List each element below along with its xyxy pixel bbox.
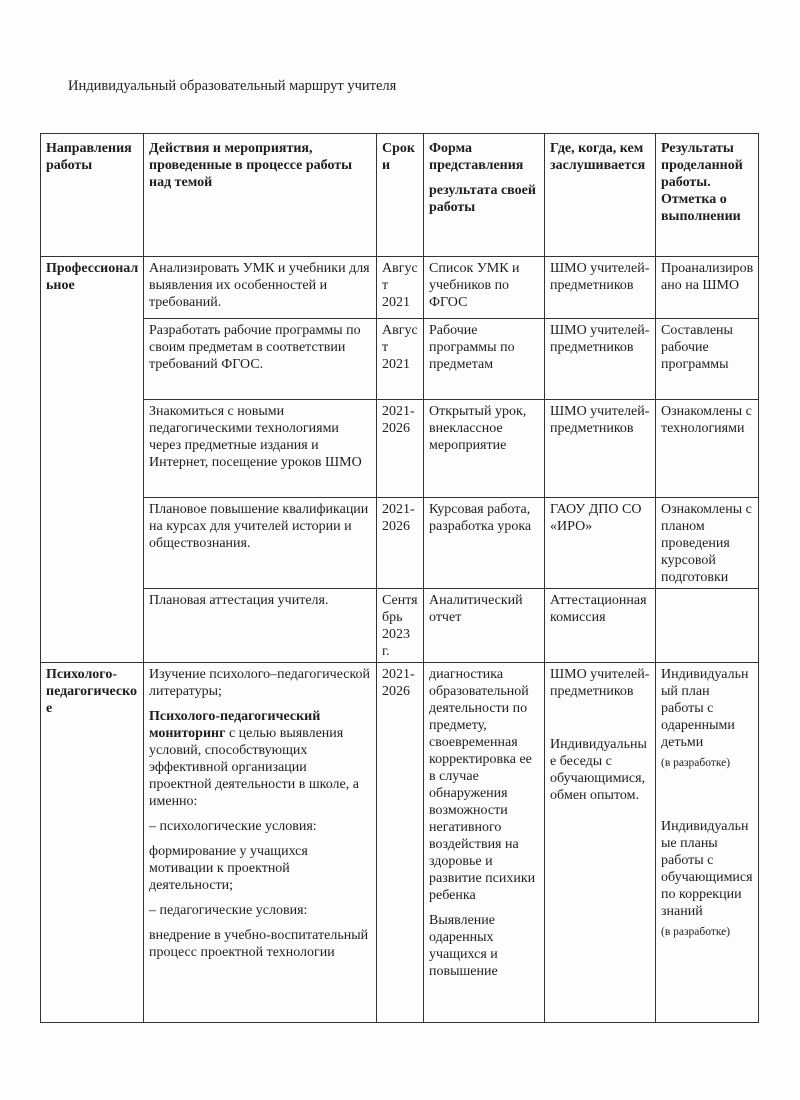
action-cell: Разработать рабочие программы по своим предметам в соответствии требований ФГОС.	[144, 319, 377, 400]
result-note: (в разработке)	[661, 926, 731, 938]
table-row	[41, 589, 759, 663]
action-cell: Знакомиться с новыми педагогическими технологиями через предметные издания и Интернет, посещение уроков ШМО	[144, 400, 377, 498]
header-form	[424, 134, 545, 257]
result-cell: Составлены рабочие программы	[656, 319, 759, 400]
action-cell: Анализировать УМК и учебники для выявления их особенностей и требований.	[144, 257, 377, 319]
header-where: Где, когда, кем заслушивается	[545, 134, 656, 257]
term-cell: 2021-2026	[377, 400, 424, 498]
action-paragraph: – психологические условия:	[149, 819, 317, 834]
result-cell	[656, 589, 759, 663]
action-paragraph: – педагогические условия:	[149, 903, 308, 918]
header-term: Сроки	[377, 134, 424, 257]
table-row	[41, 498, 759, 589]
action-paragraph: внедрение в учебно-воспитательный процесс проектной технологии	[149, 928, 369, 960]
action-paragraph	[149, 708, 372, 810]
form-cell: Рабочие программы по предметам	[424, 319, 545, 400]
where-cell: ШМО учителей-предметников	[545, 257, 656, 319]
term-cell: Август 2021	[377, 319, 424, 400]
direction-cell: Профессиональное	[41, 257, 144, 663]
result-cell: Проанализировано на ШМО	[656, 257, 759, 319]
table-header-row	[41, 134, 759, 257]
action-bold-text: Психолого-педагогический мониторинг	[149, 709, 321, 741]
where-cell: ГАОУ ДПО СО «ИРО»	[545, 498, 656, 589]
where-paragraph: Индивидуальные беседы с обучающимися, обмен опытом.	[550, 737, 647, 803]
result-paragraph: Индивидуальные планы работы с обучающимися по коррекции знаний	[661, 819, 753, 919]
form-cell: Курсовая работа, разработка урока	[424, 498, 545, 589]
action-cell	[144, 663, 377, 1023]
action-paragraph: формирование у учащихся мотивации к проектной деятельности;	[149, 844, 308, 893]
result-note: (в разработке)	[661, 757, 731, 769]
form-cell: Аналитический отчет	[424, 589, 545, 663]
where-cell: ШМО учителей-предметников	[545, 400, 656, 498]
term-cell: 2021-2026	[377, 663, 424, 1023]
table-row	[41, 257, 759, 319]
action-cell: Плановое повышение квалификации на курсах для учителей истории и обществознания.	[144, 498, 377, 589]
direction-cell: Психолого-педагогическое	[41, 663, 144, 1023]
term-cell: 2021-2026	[377, 498, 424, 589]
result-cell: Ознакомлены с технологиями	[656, 400, 759, 498]
table-row	[41, 319, 759, 400]
table-row	[41, 663, 759, 1023]
result-paragraph: Индивидуальный план работы с одаренными детьми	[661, 667, 749, 750]
form-cell: Открытый урок, внеклассное мероприятие	[424, 400, 545, 498]
document-title: Индивидуальный образовательный маршрут учителя	[68, 78, 397, 94]
header-results: Результаты проделанной работы. Отметка о выполнении	[656, 134, 759, 257]
header-direction: Направления работы	[41, 134, 144, 257]
action-cell: Плановая аттестация учителя.	[144, 589, 377, 663]
where-cell	[545, 663, 656, 1023]
header-actions: Действия и мероприятия, проведенные в процессе работы над темой	[144, 134, 377, 257]
term-cell: Сентябрь 2023 г.	[377, 589, 424, 663]
result-cell: Ознакомлены с планом проведения курсовой подготовки	[656, 498, 759, 589]
result-cell	[656, 663, 759, 1023]
term-cell: Август 2021	[377, 257, 424, 319]
header-form-line1: Форма представления	[429, 141, 524, 173]
where-cell: ШМО учителей-предметников	[545, 319, 656, 400]
table-row	[41, 400, 759, 498]
form-cell	[424, 663, 545, 1023]
route-table	[40, 133, 759, 1023]
action-text: с целью выявления условий, способствующих эффективной организации проектной деятельности в школе, а именно:	[149, 726, 359, 809]
where-paragraph: ШМО учителей-предметников	[550, 667, 650, 699]
header-form-line2: результата своей работы	[429, 183, 536, 215]
where-cell: Аттестационная комиссия	[545, 589, 656, 663]
form-paragraph: Выявление одаренных учащихся и повышение	[429, 913, 498, 979]
form-paragraph: диагностика образовательной деятельности по предмету, своевременная корректировка ее в случае обнаружения возможности негативного воздействия на здоровье и развитие психики ребенка	[429, 667, 536, 903]
action-paragraph: Изучение психолого–педагогической литературы;	[149, 667, 371, 699]
form-cell: Список УМК и учебников по ФГОС	[424, 257, 545, 319]
